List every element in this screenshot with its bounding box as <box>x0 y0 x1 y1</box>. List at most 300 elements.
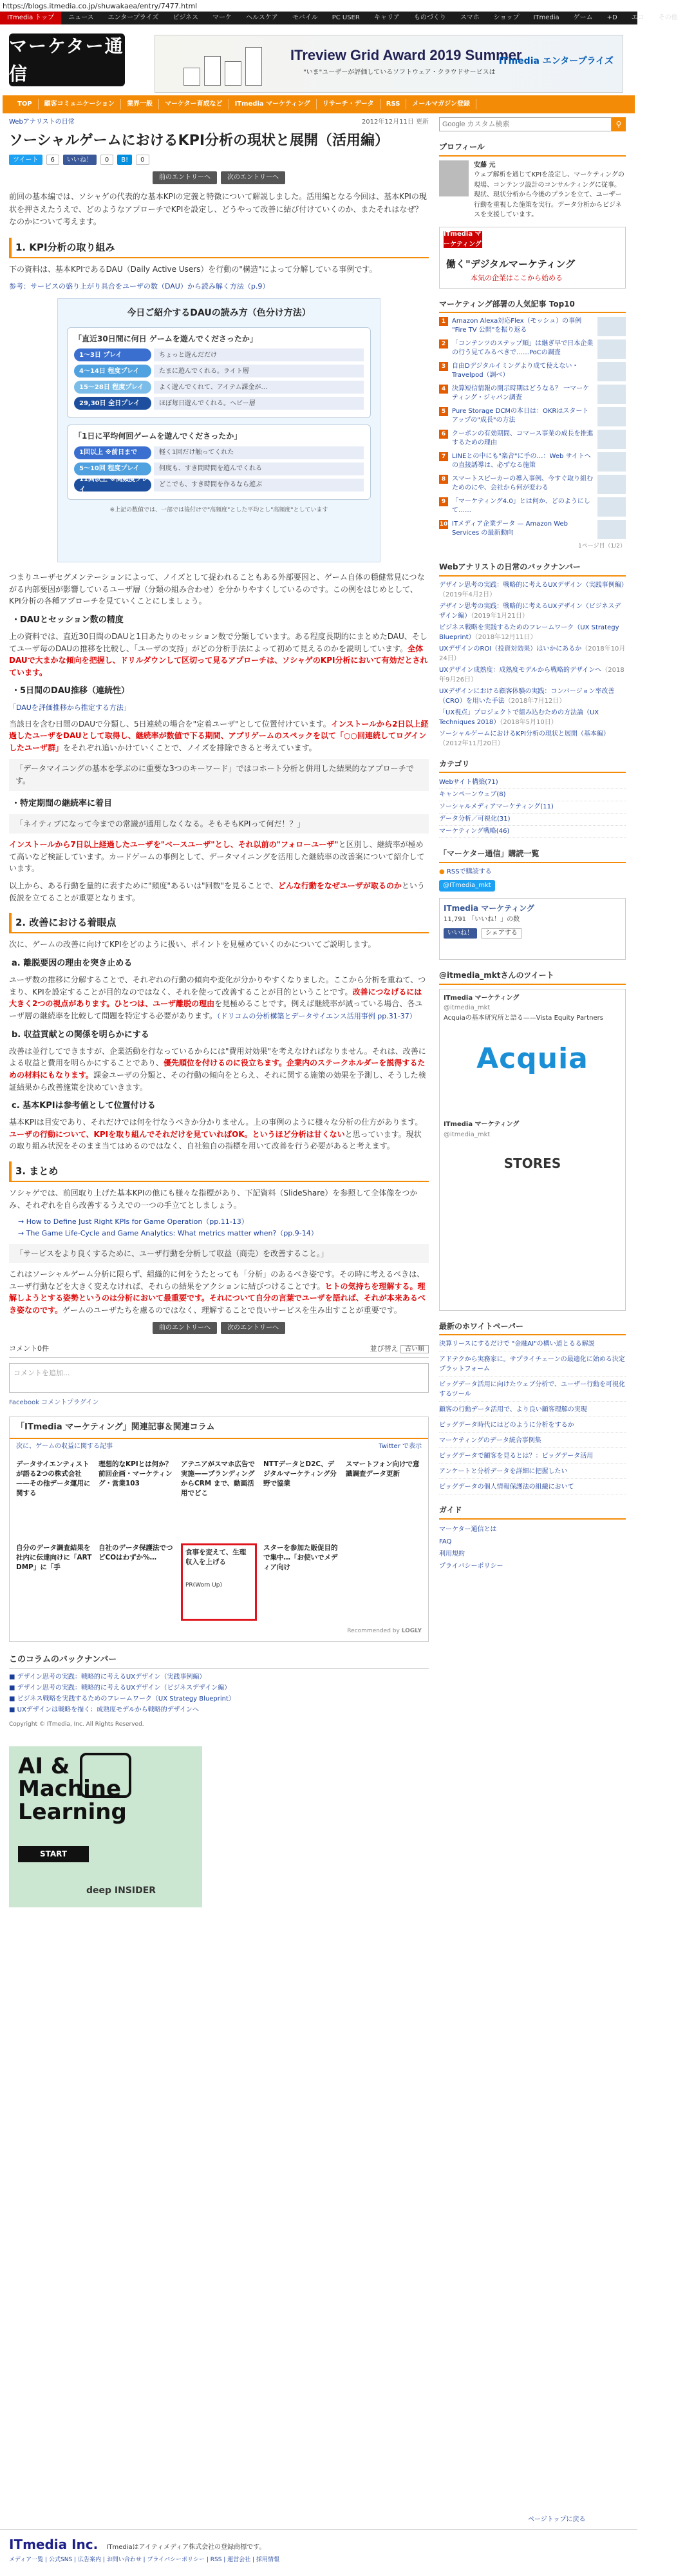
article-column <box>9 117 429 1907</box>
whitepaper-item[interactable]: マーケティングのデータ統合事例集 <box>439 1436 626 1448</box>
infographic-row <box>74 348 364 362</box>
comment-input[interactable]: コメントを追加... <box>9 1363 429 1393</box>
address-bar[interactable] <box>0 0 637 12</box>
tweet-handle: @itmedia_mkt <box>444 1131 491 1138</box>
subheading-c: c. 基本KPIは参考値として位置付ける <box>12 1101 156 1111</box>
category-nav <box>3 95 635 113</box>
twitter-heading: @itmedia_mktさんのツイート <box>439 968 626 985</box>
section-heading-3: 3. まとめ <box>9 1161 429 1182</box>
ai-ml-ad[interactable] <box>9 1746 202 1907</box>
backnumber-title[interactable]: UXデザインのROI（投資対効果）はいかにあるか <box>439 645 582 653</box>
rank-title[interactable]: 決算短信情報の開示時期はどうなる？ 一マーケティング・ジャパン調査 <box>452 385 590 402</box>
banner-subtitle: "いま"ユーザーが評価しているソフトウェア・クラウドサービスは <box>303 69 496 76</box>
segment-label: 29,30日 全日プレイ <box>74 397 151 410</box>
fb-like-button[interactable]: いいね！ <box>444 928 477 939</box>
tweet-text: Acquiaの基本研究所と語る——Vista Equity Partners <box>444 1014 603 1022</box>
header <box>0 24 637 95</box>
subheading-b: b. 収益貢献との関係を明らかにする <box>12 1029 149 1040</box>
infographic-row <box>74 462 364 476</box>
backnumber-date: （2018年7月12日） <box>504 697 566 705</box>
summary-link[interactable]: → How to Define Just Right KPIs for Game Operation（pp.11-13） <box>18 1217 249 1226</box>
infographic-note: ※上記の数値では、一部では後付けで"高頻度"とした平均とし"高頻度"としています <box>109 506 328 513</box>
ranking-item[interactable] <box>439 362 626 381</box>
sidebar-backnumber-item[interactable] <box>439 602 626 621</box>
comment-count: コメント0件 <box>9 1344 49 1353</box>
category-nav-item[interactable]: リサーチ・データ <box>317 99 380 110</box>
text: ユーザ数の推移に分解することで、それぞれの行動の傾向や変化が分かりやすくなりました。ここから分析を重ねて、つまり、KPIを設定することが目的なのではなく、それを使って改善することが目的ということです。 <box>9 975 426 997</box>
prev-entry-button[interactable]: 前のエントリーへ <box>153 1322 217 1335</box>
whitepaper-item[interactable]: ビッグデータ時代にはどのように分析をするか <box>439 1420 626 1433</box>
tweet-author[interactable]: ITmedia マーケティング <box>444 994 520 1002</box>
related-sub-right[interactable]: Twitter で表示 <box>379 1443 422 1451</box>
text: 当該日を含む日間のDAUで分類し、5日連続の場合を"定着ユーザ"として位置付けています。 <box>9 719 331 729</box>
ranking-item[interactable] <box>439 385 626 404</box>
paragraph <box>9 974 429 1022</box>
intro-paragraph <box>9 191 429 229</box>
ranking-list <box>439 317 626 539</box>
rank-number: 5 <box>439 407 448 416</box>
rank-number: 9 <box>439 497 448 506</box>
panel-heading: 「直近30日間に何日 ゲームを遊んでくださったか」 <box>74 334 258 343</box>
top-banner-ad[interactable] <box>155 35 623 93</box>
sidebar-backnumber-item[interactable] <box>439 665 626 685</box>
text: と思っています。現状の取り組み状況をそのまま当てはめるのではなく、自社独自の指標を用いて改善を行う必要があると考えます。 <box>9 1129 422 1151</box>
whitepaper-heading: 最新のホワイトペーパー <box>439 1319 626 1336</box>
subheading-5day: ・5日間のDAU推移（連続性） <box>12 686 130 696</box>
related-article-card[interactable]: 理想的なKPIとは何か？ 前回企画・マーケティング・営業103 <box>99 1460 173 1488</box>
ranking-pager[interactable]: 1ページ目（1/2） <box>577 543 626 550</box>
segment-label: 5～10回 程度プレイ <box>74 463 151 475</box>
site-nav-item[interactable]: PC USER <box>332 14 360 21</box>
backnumber-item[interactable]: ■ デザイン思考の実践：戦略的に考えるUXデザイン（ビジネスデザイン編） <box>9 1684 231 1692</box>
backnumber-item[interactable]: ■ UXデザインは戦略を描く：成熟度モデルから戦略的デザインへ <box>9 1706 199 1713</box>
ad-logo-shape <box>80 1753 131 1798</box>
dau-infographic <box>57 298 380 562</box>
segment-label: 4～14日 程度プレイ <box>74 365 151 377</box>
fb-page-title[interactable]: ITmedia マーケティング <box>444 903 534 913</box>
rank-title[interactable]: LINEとの中にも"楽音"に手の…：Web サイトへの直接誘導は、必ずなる施策 <box>452 453 591 470</box>
category-item[interactable]: Webサイト構築(71) <box>439 777 626 789</box>
infographic-row <box>74 380 364 394</box>
category-nav-item[interactable]: 業界一般 <box>121 99 159 110</box>
infographic-title: 今日ご紹介するDAUの読み方（色分け方法） <box>127 308 311 319</box>
related-title: 「ITmedia マーケティング」関連記事＆関連コラム <box>10 1417 428 1439</box>
rank-thumbnail <box>597 497 626 517</box>
tweet-button[interactable]: ツイート <box>9 155 42 165</box>
reference-link[interactable]: 参考：サービスの盛り上がり具合をユーザの数（DAU）から読み解く方法（p.9） <box>9 282 270 291</box>
related-subrow <box>10 1439 428 1455</box>
segment-desc: 軽く1回だけ触ってくれた <box>154 446 364 459</box>
subheading-dau: ・DAUとセッション数の精度 <box>12 615 124 625</box>
copyright: Copyright © ITmedia, Inc. All Rights Reserved. <box>9 1721 144 1728</box>
text: 改善は並行してできますが、企業活動を行なっているからには"費用対効果"を考えなければなりません。それは、改善による収益と費用を明らかにすることであり、 <box>9 1046 426 1068</box>
rank-thumbnail <box>597 317 626 336</box>
backnumber-date: （2018年10月24日） <box>439 645 626 662</box>
paragraph <box>9 631 429 678</box>
rank-title[interactable]: ITメディア企業データ — Amazon Web Services の最新動向 <box>452 520 568 537</box>
profile-text: ウェブ解析を通じてKPIを設定し、マーケティングの現場、コンテンツ設計のコンサルティングに従事。現状、現状分析から今後のプランを立て、ユーザー行動を重視した施策を実行。データ分析からビジネスを支援しています。 <box>474 171 624 219</box>
ranking-item[interactable] <box>439 497 626 517</box>
like-count: 0 <box>100 155 113 165</box>
sort-control <box>370 1343 429 1355</box>
paragraph: つまりユーザセグメンテーションによって、ノイズとして捉われることもある外部要因と、ゲーム自体の穏健常見につながる内部要因が影響しているユーザ層（分類の組み合わせ）を分かりやすくしているのです。この例をはじめとして、KPI分析の各種アプローチを見ていくことにしましょう。 <box>9 573 425 606</box>
infographic-row <box>74 396 364 410</box>
category-item[interactable]: キャンペーンウェブ(8) <box>439 789 626 801</box>
site-nav-item[interactable]: ビジネス <box>173 14 198 21</box>
twitter-timeline <box>439 989 626 1311</box>
text: 基本KPIは目安であり、それだけでは何を行なうべきか分かりません。上の事例のように様々な分析の仕方があります。 <box>9 1118 423 1127</box>
ranking-item[interactable] <box>439 452 626 472</box>
rank-number: 7 <box>439 452 448 461</box>
rank-number: 6 <box>439 430 448 439</box>
emphasis-text: 改善につなげるには大きく2つの視点があります。ひとつは、ユーザ離脱の理由 <box>9 987 422 1009</box>
site-nav-item[interactable]: その他 <box>658 14 678 21</box>
backnumber-date: （2018年9月26日） <box>439 666 624 683</box>
related-ad-card[interactable]: 食事を変えて、生理収入を上げる PR(Worn Up) <box>181 1543 257 1621</box>
logo-text: マーケター通信 <box>9 35 124 84</box>
search-icon[interactable]: ⚲ <box>612 117 626 131</box>
segment-desc: どこでも、すき時間を作るなら遊ぶ <box>154 479 364 491</box>
text: と区別し、継続率が極めて高いなど検証しています。カードゲームの事例として、データマイニングを活用した継続率の改善案について紹介しています。 <box>9 840 425 873</box>
whitepaper-item[interactable]: ビッグデータ活用に向けたウェブ分析で、ユーザー行動を可視化するツール <box>439 1380 626 1402</box>
ad-sub: 本気の企業はここから始める <box>471 273 563 282</box>
url-text: https://blogs.itmedia.co.jp/shuwakaea/entry/7477.html <box>3 2 198 10</box>
site-logo[interactable] <box>9 33 125 86</box>
summary-links <box>18 1216 429 1238</box>
breadcrumb <box>9 117 429 128</box>
guide-item[interactable]: プライバシーポリシー <box>439 1562 503 1570</box>
rank-number: 10 <box>439 520 448 529</box>
site-nav-item[interactable]: ITmedia <box>533 14 559 21</box>
tweet-author[interactable]: ITmedia マーケティング <box>444 1121 520 1129</box>
hatena-count: 0 <box>136 155 149 165</box>
profile-heading: プロフィール <box>439 139 626 157</box>
related-sub-left: 次に、ゲームの収益に関する記事 <box>16 1443 113 1451</box>
ad-title: AI & Machine Learning <box>18 1753 127 1826</box>
ranking-item[interactable] <box>439 317 626 336</box>
like-button[interactable]: いいね！ <box>63 155 97 165</box>
site-nav-item[interactable]: ゲーム <box>573 14 593 21</box>
related-article-card[interactable]: スマートフォン向けで意識調査データ更新 <box>346 1460 420 1478</box>
banner-chart-decoration <box>181 43 271 86</box>
site-nav-item[interactable]: モバイル <box>292 14 318 21</box>
banner-brand: ITmedia エンタープライズ <box>498 56 614 66</box>
sidebar-ad[interactable] <box>439 227 626 289</box>
ranking-heading: マーケティング部署の人気記事 Top10 <box>439 296 626 314</box>
backnumber-date: （2018年5月10日） <box>500 718 558 726</box>
fb-share-button[interactable]: シェアする <box>481 928 522 939</box>
footer-links[interactable]: メディア一覧 | 公式SNS | 広告案内 | お問い合わせ | プライバシーポリシー | RSS | 運営会社 | 採用情報 <box>9 2557 279 2563</box>
paragraph <box>9 1045 429 1093</box>
category-nav-item[interactable]: RSS <box>380 99 407 110</box>
emphasis-text: どんな行動をなぜユーザが取るのか <box>277 881 402 891</box>
rank-thumbnail <box>597 407 626 426</box>
category-nav-item[interactable]: メールマガジン登録 <box>406 99 476 110</box>
infographic-row <box>74 364 364 378</box>
ranking-item[interactable] <box>439 475 626 494</box>
related-article-card[interactable]: NTTデータとD2C、デジタルマーケティング分野で協業 <box>263 1460 337 1488</box>
whitepaper-item[interactable]: ビッグデータで顧客を見るとは？：ビッグデータ活用 <box>439 1451 626 1464</box>
article-category[interactable]: Webアナリストの日常 <box>9 119 75 126</box>
backnumber-title[interactable]: ビジネス戦略を実践するためのフレームワーク（UX Strategy Blueprint） <box>439 624 619 641</box>
site-nav-item[interactable]: エコ <box>631 14 644 21</box>
related-article-card[interactable]: 自分のデータ調査結果を社内に伝達向けに「ART DMP」に「手 <box>16 1543 92 1572</box>
emphasis-text: ユーザの行動について、KPIを取り組んでそれだけを見ていればOK。というほど分析は甘くない <box>9 1129 345 1139</box>
back-to-top-link[interactable]: ページトップに戻る <box>528 2516 586 2523</box>
rank-title[interactable]: スマートスピーカーの導入事例、今すぐ取り組むためのにや、会社から何が変わる <box>452 475 594 492</box>
ranking-item[interactable] <box>439 430 626 449</box>
whitepaper-item[interactable]: アンケートと分析データを詳細に把握したい <box>439 1467 626 1479</box>
comments-section <box>9 1343 429 1407</box>
twitter-follow-button[interactable]: @ITmedia_mkt <box>439 880 495 892</box>
guide-heading: ガイド <box>439 1502 626 1520</box>
segment-label: 1～3日 プレイ <box>74 348 151 361</box>
sidebar-backnumber-item[interactable] <box>439 580 626 600</box>
facebook-comments-plugin-link[interactable]: Facebook コメントプラグイン <box>9 1398 99 1406</box>
sidebar-backnumber-heading: Webアナリストの日常のバックナンバー <box>439 559 626 577</box>
rss-label: RSSで購読する <box>446 868 492 875</box>
tweet-image-acquia: Acquia <box>476 1042 588 1075</box>
follow-box <box>439 867 626 892</box>
paragraph: ソシャゲでは、前回取り上げた基本KPIの他にも様々な指標があり、下記資料（SlideShare）を参照して全体像をつかみ、それぞれを自ら改善するうえでの一つの手立てとしましょう。 <box>9 1188 418 1210</box>
backnumber-title[interactable]: UXデザイン成熟度：成熟度モデルから戦略的デザインへ <box>439 666 602 674</box>
recommended-brand[interactable]: LOGLY <box>401 1627 422 1634</box>
whitepaper-item[interactable]: ビッグデータの個人情報保護法の組織において <box>439 1482 626 1494</box>
rank-title[interactable]: Amazon Alexa対応Flex（モッシュ）の事例 "Fire TV 公開"を振り返る <box>452 318 582 334</box>
text: 以上から、ある行動を量的に表すために"頻度"あるいは"回数"を見ることで、 <box>9 881 278 891</box>
emphasis-text: ヒトの気持ちを理解する。理解しようとする姿勢というのは分析において最重要です。それについて自分の言葉でユーザを語れば、それが本来あるべき姿なのです。 <box>9 1281 426 1315</box>
category-item[interactable]: データ分析／可視化(31) <box>439 814 626 826</box>
backnumber-title[interactable]: デザイン思考の実践：戦略的に考えるUXデザイン（実践事例編） <box>439 581 628 589</box>
backnumber-date: （2019年1月21日） <box>471 612 529 620</box>
intro-bold: 前回の基本編では、ソシャゲの代表的な基本KPIの定義と特徴について解説しました。活用編となる今回は、基本KPIの現状を押さえたうえで、どのようなアプローチでKPIを設定し、どうやって改善に結び付けていくのか、またそれはなぜ？なのか <box>9 191 427 227</box>
segment-label: 1回以上 ※前日まで <box>74 446 151 459</box>
ad-brand: deep INSIDER <box>86 1885 156 1896</box>
infographic-panel-sessions <box>67 425 371 500</box>
backnumber-title[interactable]: デザイン思考の実践：戦略的に考えるUXデザイン（ビジネスデザイン編） <box>439 602 621 620</box>
guide-item[interactable]: FAQ <box>439 1538 452 1545</box>
avatar <box>439 160 469 196</box>
emphasis-text: インストールから2日以上経過したユーザをDAUとして取得し、継続率が数値で下る期間、アプリゲームのスペックを以て「○○回連続してログインしたユーザ群」 <box>9 719 429 752</box>
backnumber-title: このコラムのバックナンバー <box>9 1654 429 1669</box>
banner-title: ITreview Grid Award 2019 Summer <box>290 47 522 63</box>
whitepaper-item[interactable]: 決算リースにするだけで "金融AI"の構い道とるる解説 <box>439 1339 626 1351</box>
rank-thumbnail <box>597 452 626 472</box>
paragraph <box>9 1116 429 1152</box>
fb-likes: 11,791 「いいね！」の数 <box>444 915 520 923</box>
infographic-row <box>74 478 364 492</box>
profile-card <box>439 160 626 220</box>
tweet-count: 6 <box>46 155 59 165</box>
category-item[interactable]: マーケティング戦略(46) <box>439 826 626 838</box>
search-input[interactable] <box>439 117 612 131</box>
rank-thumbnail <box>597 339 626 359</box>
segment-label: 11回以上 ※高頻度プレイ <box>74 479 151 491</box>
rank-number: 3 <box>439 362 448 371</box>
paragraph: 次に、ゲームの改善に向けてKPIをどのように扱い、ポイントを見極めていくのかについてご説明します。 <box>9 940 376 949</box>
text: これはソーシャルゲーム分析に限らず、組織的に何をうたとっても「分析」のあるべき姿です。その時に考えるべきは、ユーザ行動などを大きく変えなければ、それらの結果をアクションに結びつけることです。 <box>9 1270 425 1291</box>
site-nav-item[interactable]: ショップ <box>493 14 520 21</box>
segment-desc: ほぼ毎日遊んでくれる。ヘビー層 <box>154 397 364 410</box>
site-nav-item[interactable]: ものづくり <box>413 14 446 21</box>
quote-block: 「データマイニングの基本を学ぶのに重要な3つのキーワード」ではコホート分析と併用した結果的なアプローチです。 <box>9 759 429 790</box>
follow-heading: 「マーケター通信」購読一覧 <box>439 846 626 863</box>
sidebar-backnumber-item[interactable] <box>439 623 626 642</box>
rank-thumbnail <box>597 362 626 381</box>
next-entry-button[interactable]: 次のエントリーへ <box>221 171 285 184</box>
backnumber-date: （2019年4月2日） <box>439 591 496 598</box>
intro-tail: について考えます。 <box>32 217 101 227</box>
entry-pager-bottom <box>9 1322 429 1335</box>
sidebar-backnumber-item[interactable] <box>439 729 626 749</box>
rank-title[interactable]: Pure Storage DCMの本日は：OKRはスタートアップの"成長"の方法 <box>452 408 589 425</box>
site-nav <box>0 12 678 24</box>
footer-brand[interactable]: ITmedia Inc. <box>9 2537 99 2552</box>
text: 上の資料では、直近30日間のDAUと1日あたりのセッション数で分類しています。ある程度長期的にまとめたDAU、そしてユーザ毎のDAUの推移を比較し、「ユーザの支持」がどの分析手法によって初めて見えるのかを説明しています。 <box>9 632 427 653</box>
summary-link[interactable]: → The Game Life-Cycle and Game Analytics: What metrics matter when?（pp.9-14） <box>18 1228 318 1237</box>
source-link[interactable]: 「DAUを評価推移から推定する方法」 <box>9 703 131 712</box>
backnumber-title[interactable]: ソーシャルゲームにおけるKPI分析の現状と展開（基本編） <box>439 730 610 738</box>
category-nav-item[interactable]: TOP <box>12 99 39 110</box>
backnumber-item[interactable]: ■ ビジネス戦略を実践するためのフレームワーク（UX Strategy Blueprint） <box>9 1695 235 1703</box>
segment-desc: よく遊んでくれて、アイテム課金が… <box>154 381 364 394</box>
backnumber-title[interactable]: UXデザインにおける顧客体験の実践：コンバージョン率改善（CRO）を用いた手法 <box>439 687 615 705</box>
site-nav-item[interactable]: ITmedia トップ <box>0 12 61 24</box>
subheading-continuity: ・特定期間の継続率に着目 <box>12 798 113 808</box>
segment-desc: 何度も、すき間時間を遊んでくれる <box>154 463 364 475</box>
quote-block: 「サービスをより良くするために、ユーザ行動を分析して収益（商売）を改善すること。」 <box>9 1244 429 1264</box>
inline-link[interactable]: （ドリコムの分析構築とデータサイエンス活用事例 pp.31-37） <box>217 1012 417 1020</box>
rank-title[interactable]: 自由Dデジタルイミングより成て使えない・Travelpod（調べ） <box>452 363 579 379</box>
paragraph <box>9 1268 429 1316</box>
whitepaper-item[interactable]: 顧客の行動データ活用で、より良い顧客理解の実現 <box>439 1405 626 1417</box>
text: ゲームのユーザたちを慮るのではなく、理解することで良いサービスを生み出すことが重要です。 <box>62 1305 402 1315</box>
segment-label: 15～28日 程度プレイ <box>74 381 151 394</box>
rank-number: 2 <box>439 339 448 348</box>
comments-header <box>9 1343 429 1358</box>
rank-thumbnail <box>597 520 626 539</box>
ad-badge: ITmedia マーケティング <box>444 231 482 248</box>
sidebar-backnumber-item[interactable] <box>439 644 626 663</box>
emphasis-text: 全体DAUで大まかな傾向を把握し、ドリルダウンして区切って見るアプローチは、ソシャゲのKPI分析において有効だとされています。 <box>9 644 428 677</box>
search-bar <box>439 117 626 131</box>
rss-link[interactable] <box>439 867 626 877</box>
related-article-card[interactable]: スターを参加た販促目的で集中…「お使いでメディア向け <box>263 1543 338 1572</box>
section-heading-2: 2. 改善における着眼点 <box>9 913 429 933</box>
infographic-row <box>74 446 364 460</box>
hatena-bookmark-button[interactable]: B! <box>117 155 132 165</box>
rank-number: 1 <box>439 317 448 326</box>
next-entry-button[interactable]: 次のエントリーへ <box>221 1322 285 1335</box>
category-nav-item[interactable]: マーケター育成など <box>159 99 229 110</box>
article-date: 2012年12月11日 更新 <box>361 119 429 126</box>
footer-tagline: ITmediaはアイティメディア株式会社の登録商標です。 <box>106 2544 266 2551</box>
backnumber-date: （2012年11月20日） <box>439 739 504 747</box>
article-title: ソーシャルゲームにおけるKPI分析の現状と展開（活用編） <box>9 132 389 149</box>
ad-start-button[interactable]: START <box>18 1846 89 1862</box>
site-nav-item[interactable]: キャリア <box>373 14 400 21</box>
category-nav-item[interactable]: ITmedia マーケティング <box>229 99 317 110</box>
ad-headline: 働く"デジタルマーケティング <box>446 258 576 270</box>
paragraph <box>9 718 429 754</box>
guide-item[interactable]: マーケター通信とは <box>439 1525 497 1533</box>
ranking-item[interactable] <box>439 339 626 359</box>
sort-label: 並び替え <box>370 1344 399 1353</box>
profile-name[interactable]: 安藤 元 <box>474 161 496 169</box>
section-heading-1: 1. KPI分析の取り組み <box>9 238 429 258</box>
category-nav-item[interactable]: 顧客コミュニケーション <box>39 99 121 110</box>
related-articles <box>9 1417 429 1642</box>
sidebar-backnumber-item[interactable] <box>439 687 626 706</box>
facebook-page-box <box>439 898 626 960</box>
category-heading: カテゴリ <box>439 756 626 774</box>
related-article-card[interactable]: 自社のデータ保護法でつどCOはわずか%… <box>99 1543 173 1561</box>
emphasis-text: 優先順位を付けるのに役立ちます。企業内のステークホルダーを説得するための材料にもなります。 <box>9 1058 426 1080</box>
segment-desc: たまに遊んでくれる。ライト層 <box>154 365 364 377</box>
rank-title[interactable]: 「マーケティング4.0」とは何か、どのようにして…… <box>452 498 590 515</box>
prev-entry-button[interactable]: 前のエントリーへ <box>153 171 217 184</box>
sidebar <box>439 117 626 1907</box>
ad-label: PR(Worn Up) <box>185 1582 222 1589</box>
backnumber-title[interactable]: 「UX視点」プロジェクトで組み込むための方法論（UX Techniques 2018） <box>439 709 599 726</box>
rank-thumbnail <box>597 475 626 494</box>
quote-block: 「ネイティブになって今までの常識が通用しなくなる。そもそもKPIって何だ！？」 <box>9 814 429 834</box>
site-nav-item[interactable]: ヘルスケア <box>246 14 278 21</box>
backnumber-date: （2018年12月11日） <box>474 633 537 641</box>
rank-title[interactable]: クーポンの有効期間、コマース事業の成長を推進するための理由 <box>452 430 594 447</box>
rank-thumbnail <box>597 385 626 404</box>
infographic-panel-days <box>67 327 371 419</box>
segment-desc: ちょっと遊んだだけ <box>154 348 364 361</box>
text: を見極めることです。例えば継続率が減っている場合、各ユーザ層の継続率を比較して問題を特定する必要があります。 <box>9 999 423 1020</box>
guide-item[interactable]: 利用規約 <box>439 1550 465 1558</box>
site-nav-item[interactable]: +D <box>606 14 617 21</box>
rank-number: 8 <box>439 475 448 484</box>
rank-title[interactable]: 「コンテンツのステップ順」は継ぎ早で日本企業の行う見てみるべきで……PoCの調査 <box>452 340 594 357</box>
text: をそれぞれ追いかけていくことで、ノイズを排除できると考えています。 <box>63 743 317 752</box>
backnumber-item[interactable]: ■ デザイン思考の実践：戦略的に考えるUXデザイン（実践事例編） <box>9 1673 206 1681</box>
related-article-card[interactable]: データサイエンティストが語る2つの株式会社——その他データ運用に関する <box>16 1460 91 1498</box>
site-nav-item[interactable]: スマホ <box>460 14 480 21</box>
panel-heading: 「1日に平均何回ゲームを遊んでくださったか」 <box>74 432 242 441</box>
ranking-item[interactable] <box>439 520 626 539</box>
recommended-label: Recommended by <box>347 1627 400 1634</box>
category-item[interactable]: ソーシャルメディアマーケティング(11) <box>439 801 626 814</box>
recommended-by <box>10 1626 428 1641</box>
paragraph <box>9 880 429 904</box>
paragraph: 下の資料は、基本KPIであるDAU（Daily Active Users）を行動の"構造"によって分解している事例です。 <box>9 265 377 274</box>
sort-select[interactable]: 古い順 <box>400 1345 429 1353</box>
subheading-a: a. 離脱要因の理由を突き止める <box>12 959 133 969</box>
rss-icon: ● <box>439 868 445 875</box>
text: という仮説を立てることが重要となります。 <box>9 881 425 902</box>
share-bar <box>9 155 429 165</box>
site-nav-item[interactable]: エンタープライズ <box>108 14 159 21</box>
emphasis-text: インストールから7日以上経過したユーザを"ベースユーザ"とし、それ以前の"フォローユーザ" <box>9 840 339 850</box>
rank-thumbnail <box>597 430 626 449</box>
tweet-image-stores: STORES <box>503 1156 561 1172</box>
paragraph <box>9 839 429 875</box>
related-article-card[interactable]: アテニアがスマホ広告で実施——プランディングからCRM まで、動画活用でどこ <box>181 1460 255 1498</box>
ranking-item[interactable] <box>439 407 626 426</box>
site-nav-item[interactable]: マーケ <box>212 14 232 21</box>
rank-number: 4 <box>439 385 448 394</box>
site-nav-item[interactable]: ニュース <box>68 14 94 21</box>
whitepaper-item[interactable]: アドテクから実務家に。サプライチェーンの最適化に始める決定プラットフォーム <box>439 1355 626 1377</box>
sidebar-backnumber-item[interactable] <box>439 708 626 727</box>
backnumber-list <box>9 1654 429 1730</box>
text: 課金ユーザの分類と、その行動の傾向をとらえ、それに関する施策の効果を予測し、そうした検証結果から改善施策を決めていきます。 <box>9 1070 426 1092</box>
